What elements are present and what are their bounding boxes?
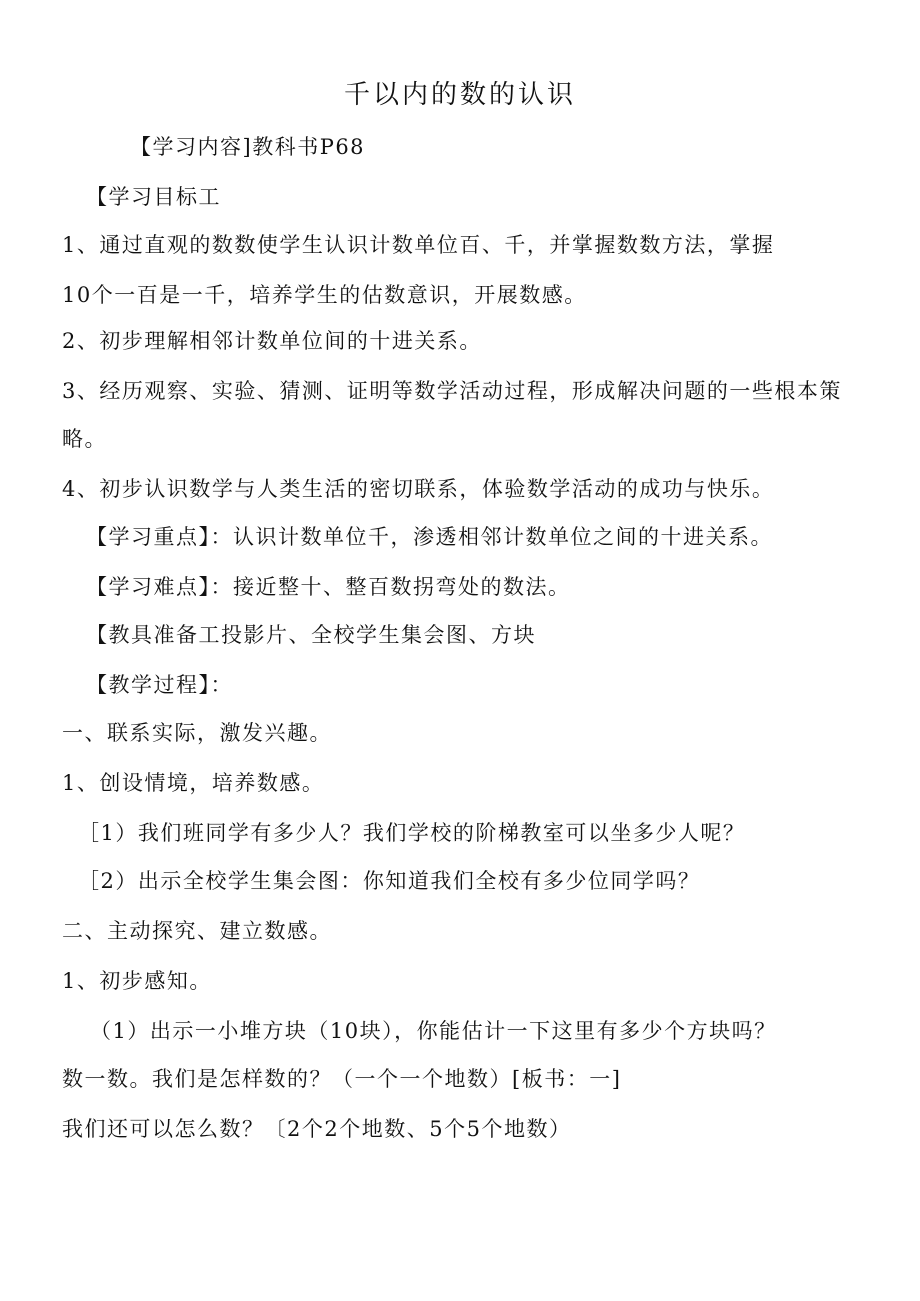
- objective-1-line-1: 1、通过直观的数数使学生认识计数单位百、千，并掌握数数方法，掌握: [62, 233, 775, 257]
- objective-4: 4、初步认识数学与人类生活的密切联系，体验数学活动的成功与快乐。: [62, 477, 775, 501]
- section-1-heading: 一、联系实际，激发兴趣。: [62, 721, 332, 745]
- process-heading: 【教学过程】：: [86, 673, 233, 697]
- question-1: ［1）我们班同学有多少人？我们学校的阶梯教室可以坐多少人呢？: [78, 821, 746, 845]
- objective-1-line-2: 10个一百是一千，培养学生的估数意识，开展数感。: [62, 283, 587, 307]
- objective-3-line-1: 3、经历观察、实验、猜测、证明等数学活动过程，形成解决问题的一些根本策: [62, 379, 842, 403]
- section-2-item-1: 1、初步感知。: [62, 969, 212, 993]
- study-content-line: 【学习内容]教科书P68: [130, 135, 366, 159]
- section-1-item-1: 1、创设情境，培养数感。: [62, 771, 325, 795]
- objective-3-line-2: 略。: [62, 427, 107, 451]
- objective-2: 2、初步理解相邻计数单位间的十进关系。: [62, 329, 482, 353]
- counting-line: 数一数。我们是怎样数的？（一个一个地数）[板书：一]: [62, 1067, 622, 1091]
- section-2-heading: 二、主动探究、建立数感。: [62, 919, 332, 943]
- objectives-heading: 【学习目标工: [86, 185, 221, 209]
- key-points-line: 【学习重点】：认识计数单位千，渗透相邻计数单位之间的十进关系。: [86, 525, 773, 549]
- activity-1-line: （1）出示一小堆方块（10块），你能估计一下这里有多少个方块吗？: [90, 1019, 777, 1043]
- document-title: 千以内的数的认识: [343, 80, 576, 110]
- other-counting-line: 我们还可以怎么数？〔2个2个地数、5个5个地数）: [62, 1117, 572, 1141]
- difficulties-line: 【学习难点】：接近整十、整百数拐弯处的数法。: [86, 575, 571, 599]
- question-2: ［2）出示全校学生集会图：你知道我们全校有多少位同学吗？: [78, 869, 701, 893]
- teaching-aids-line: 【教具准备工投影片、全校学生集会图、方块: [86, 623, 536, 647]
